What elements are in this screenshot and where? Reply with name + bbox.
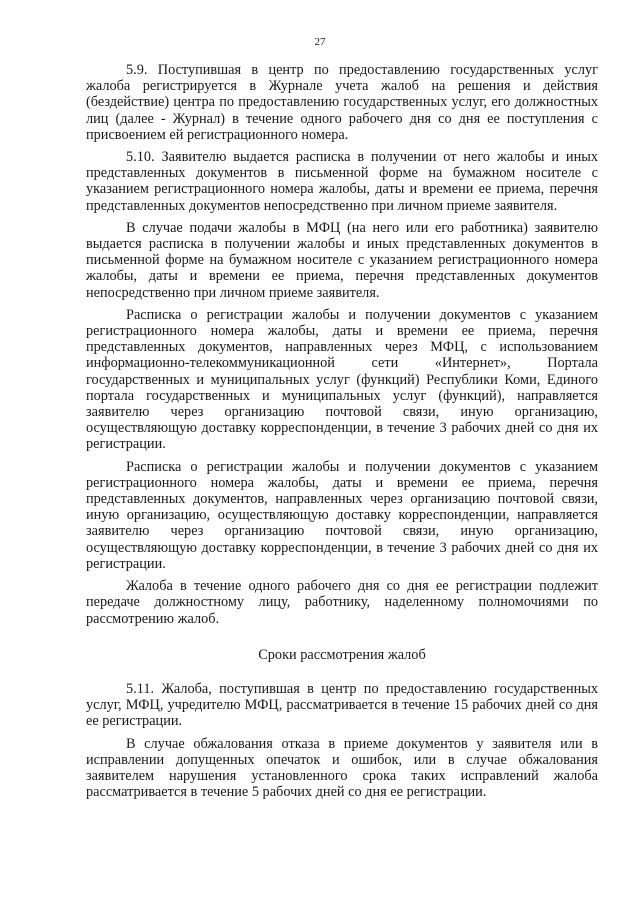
paragraph-transfer: Жалоба в течение одного рабочего дня со дня ее регистрации подлежит передаче должностному лицу, работнику, наделенному полномочиями по рассмотрению жалоб. (86, 578, 598, 627)
document-body (86, 62, 598, 806)
paragraph-internet-receipt: Расписка о регистрации жалобы и получении документов с указанием регистрационного номера жалобы, даты и времени ее приема, перечня представленных документов, направленных через МФЦ, с использованием информационно-телекоммуникационной сети «Интернет», Портала государственных и муниципальных услуг (функций) Республики Коми, Единого портала государственных и муниципальных услуг (функций), направляется заявителю через организацию почтовой связи, иную организацию, осуществляющую доставку корреспонденции, в течение 3 рабочих дней со дня их регистрации. (86, 306, 598, 453)
paragraph-mfc-receipt: В случае подачи жалобы в МФЦ (на него или его работника) заявителю выдается расписка в получении жалобы и иных представленных документов в письменной форме на бумажном носителе с указанием регистрационного номера жалобы, даты и времени ее приема, перечня представленных документов непосредственно при личном приеме заявителя. (86, 219, 598, 301)
paragraph-appeal-refusal: В случае обжалования отказа в приеме документов у заявителя или в исправлении допущенных опечаток и ошибок, или в случае обжалования заявителем нарушения установленного срока таких исправлений жалоба рассматривается в течение 5 рабочих дней со дня ее регистрации. (86, 735, 598, 801)
paragraph-postal-receipt: Расписка о регистрации жалобы и получении документов с указанием регистрационного номера жалобы, даты и времени ее приема, перечня представленных документов, направленных через организацию почтовой связи, иную организацию, осуществляющую доставку корреспонденции, направляется заявителю через организацию почтовой связи, иную организацию, осуществляющую доставку корреспонденции, в течение 3 рабочих дней со дня их регистрации. (86, 458, 598, 572)
paragraph-5-9: 5.9. Поступившая в центр по предоставлению государственных услуг жалоба регистрируется в Журнале учета жалоб на решения и действия (бездействие) центра по предоставлению государственных услуг, его должностных лиц (далее - Журнал) в течение одного рабочего дня со дня ее поступления с присвоением ей регистрационного номера. (86, 62, 598, 143)
paragraph-5-11: 5.11. Жалоба, поступившая в центр по предоставлению государственных услуг, МФЦ, учредителю МФЦ, рассматривается в течение 15 рабочих дней со дня ее регистрации. (86, 680, 598, 730)
paragraph-5-10: 5.10. Заявителю выдается расписка в получении от него жалобы и иных представленных документов в письменной форме на бумажном носителе с указанием регистрационного номера жалобы, даты и времени ее приема, перечня представленных документов непосредственно при личном приеме заявителя. (86, 149, 598, 214)
page-number: 27 (314, 36, 326, 48)
section-heading: Сроки рассмотрения жалоб (258, 646, 426, 663)
